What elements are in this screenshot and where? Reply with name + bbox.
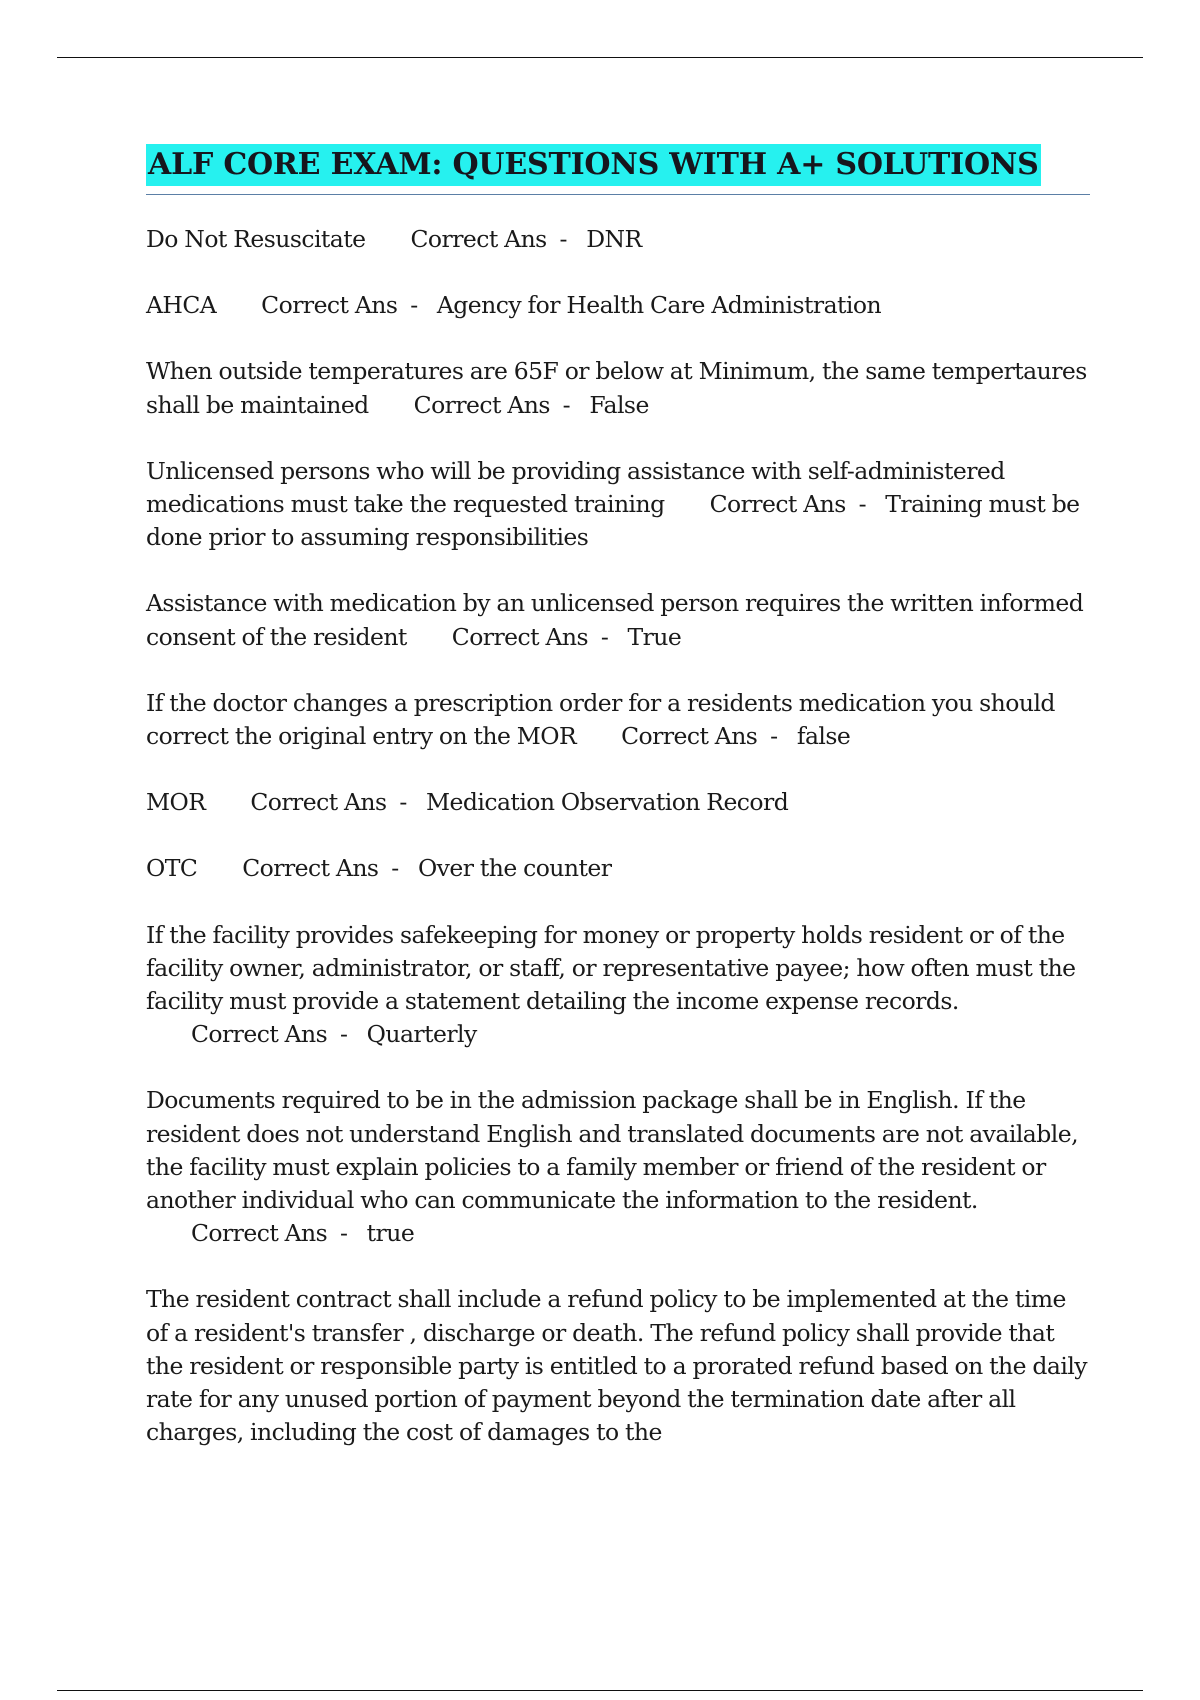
answer-text: true	[366, 1219, 415, 1248]
answer-text: Medication Observation Record	[426, 788, 789, 817]
question-text: AHCA	[146, 291, 217, 320]
question-text: Documents required to be in the admission package shall be in English. If the resident does not understand English and translated documents are not available, the facility must explain policies to a family member or friend of the resident or another individual who can communicate the information to the resident.	[146, 1086, 1078, 1215]
answer-text: DNR	[586, 225, 642, 253]
qa-item: OTC Correct Ans - Over the counter	[146, 854, 612, 883]
page-title: ALF CORE EXAM: QUESTIONS WITH A+ SOLUTIONS	[146, 144, 1041, 186]
question-text: Do Not Resuscitate	[146, 225, 366, 253]
answer-label: Correct Ans	[250, 788, 387, 817]
answer-label: Correct Ans	[190, 1219, 328, 1248]
answer-label: Correct Ans	[451, 622, 588, 651]
answer-label: Correct Ans	[261, 291, 398, 320]
qa-item: Unlicensed persons who will be providing assistance with self-administered medications must take the requested training Correct Ans - Training must be done prior to assuming responsibilities	[146, 456, 1080, 552]
qa-item: Do Not Resuscitate Correct Ans - DNR	[146, 225, 642, 253]
answer-label: Correct Ans	[413, 390, 550, 419]
answer-text: Training must be done prior to assuming responsibilities	[146, 490, 1080, 552]
qa-item: Assistance with medication by an unlicensed person requires the written informed consent of the resident Correct Ans - True	[146, 589, 1084, 651]
answer-text: Agency for Health Care Administration	[436, 291, 882, 320]
answer-label: Correct Ans	[242, 854, 379, 883]
answer-text: True	[627, 622, 682, 651]
question-text: When outside temperatures are 65F or below at Minimum, the same tempertaures shall be maintained	[146, 357, 1087, 419]
answer-text: false	[796, 722, 851, 751]
answer-text: False	[589, 390, 649, 419]
qa-item: MOR Correct Ans - Medication Observation Record	[146, 788, 789, 817]
question-text: If the facility provides safekeeping for money or property holds resident or of the facility owner, administrator, or staff, or representative payee; how often must the facility must provide a statement detailing the income expense records.	[146, 920, 1076, 1016]
question-text: Unlicensed persons who will be providing assistance with self-administered medications must take the requested training	[146, 456, 1005, 519]
answer-label: Correct Ans	[190, 1020, 328, 1049]
answer-label: Correct Ans	[621, 722, 758, 751]
header-rule	[57, 57, 1143, 58]
answer-label: Correct Ans	[709, 490, 846, 519]
qa-item: When outside temperatures are 65F or below at Minimum, the same tempertaures shall be maintained Correct Ans - False	[146, 357, 1087, 419]
qa-item: If the doctor changes a prescription order for a residents medication you should correct the original entry on the MOR Correct Ans - false	[146, 688, 1055, 751]
qa-list	[146, 223, 1090, 1449]
question-text: If the doctor changes a prescription order for a residents medication you should correct the original entry on the MOR	[146, 688, 1055, 751]
document-body	[146, 144, 1090, 1482]
qa-item: AHCA Correct Ans - Agency for Health Care Administration	[146, 291, 882, 320]
qa-item: Documents required to be in the admission package shall be in English. If the resident does not understand English and translated documents are not available, the facility must explain policies to a family member or friend of the resident or another individual who can communicate the information to the resident. Correct Ans - true	[146, 1086, 1078, 1248]
question-text: MOR	[146, 788, 206, 817]
footer-rule	[57, 1690, 1143, 1691]
answer-text: Over the counter	[417, 854, 612, 883]
question-text: Assistance with medication by an unlicensed person requires the written informed consent of the resident	[146, 589, 1084, 651]
question-text: OTC	[146, 854, 198, 883]
qa-item	[146, 1283, 1090, 1449]
answer-text: Quarterly	[366, 1020, 477, 1049]
answer-label: Correct Ans	[410, 225, 547, 253]
qa-item: If the facility provides safekeeping for money or property holds resident or of the facility owner, administrator, or staff, or representative payee; how often must the facility must provide a statement detailing the income expense records. Correct Ans - Quarterly	[146, 920, 1076, 1049]
question-text: The resident contract shall include a refund policy to be implemented at the time of a resident's transfer , discharge or death. The refund policy shall provide that the resident or responsible party is entitled to a prorated refund based on the daily rate for any unused portion of payment beyond the termination date after all charges, including the cost of damages to the	[146, 1285, 1088, 1447]
title-block	[146, 144, 1090, 195]
